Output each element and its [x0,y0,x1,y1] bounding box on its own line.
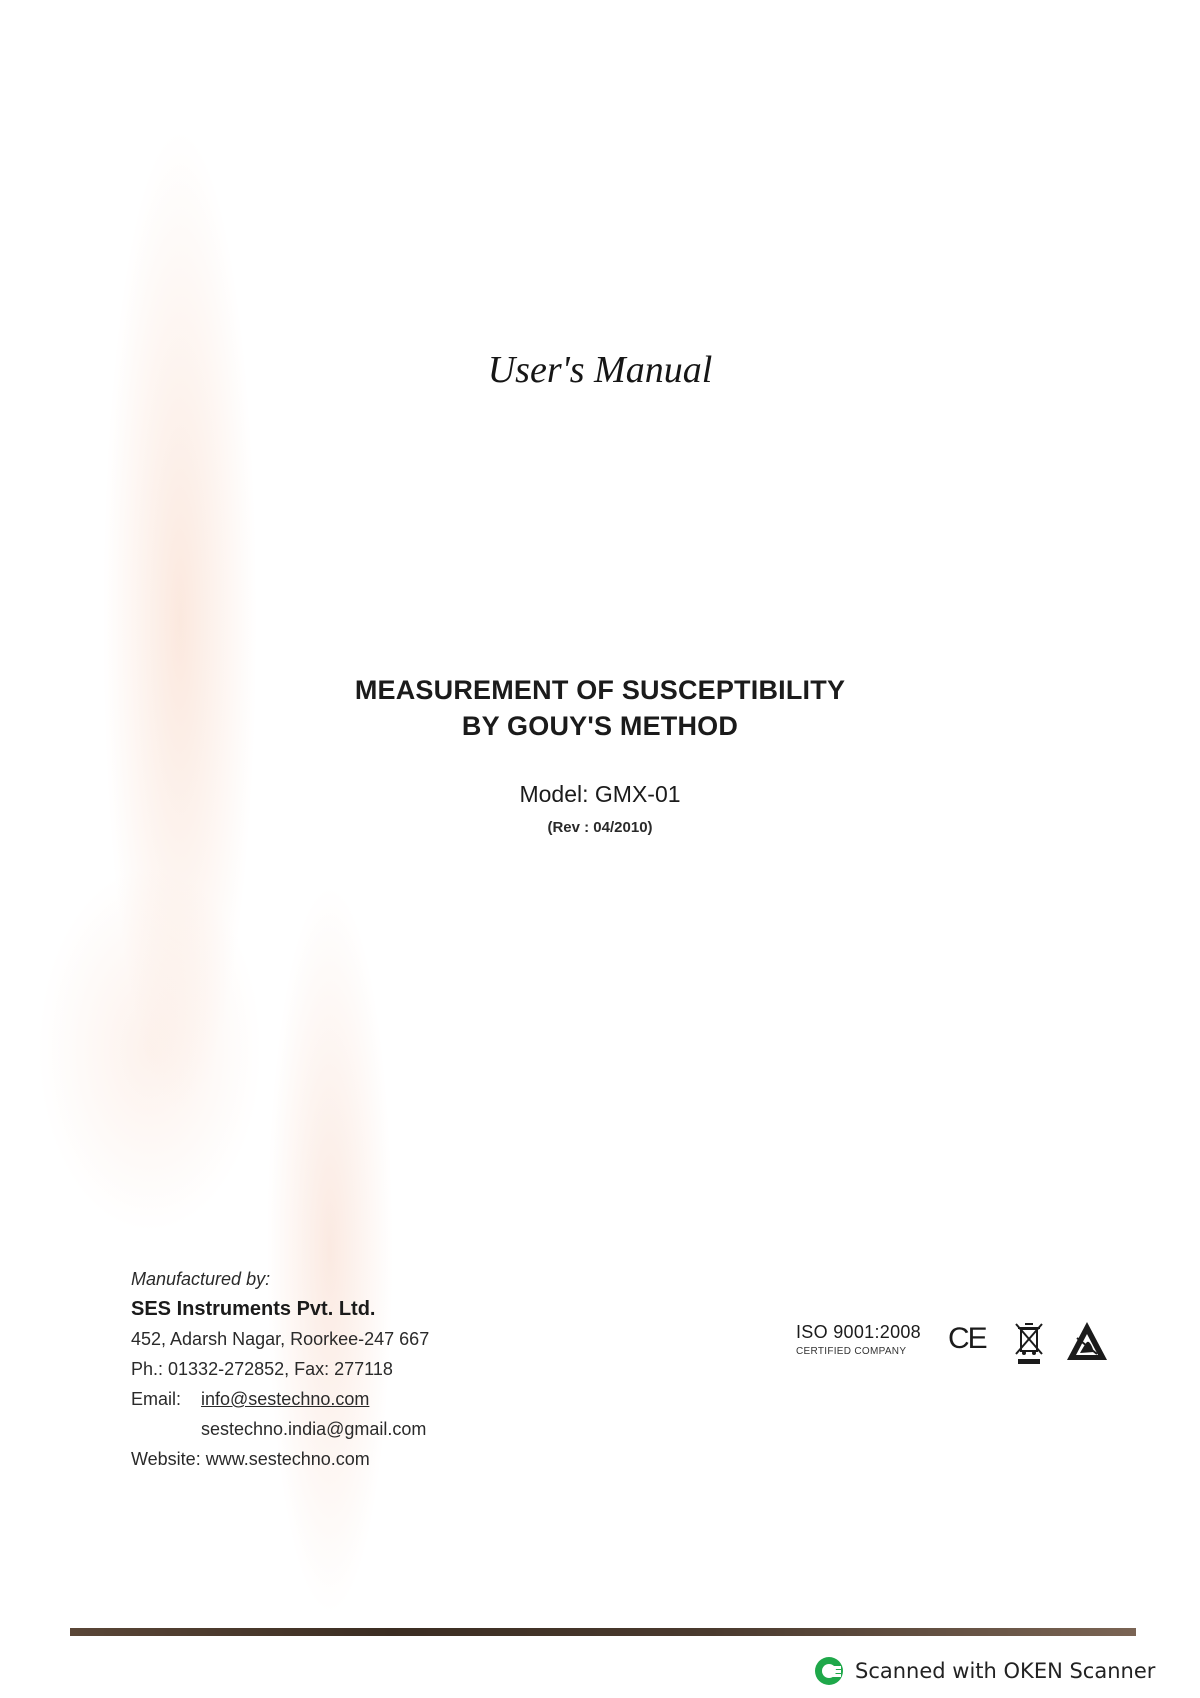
scanner-watermark [813,1655,1155,1687]
company-name: SES Instruments Pvt. Ltd. [131,1298,376,1320]
iso-certified-label: CERTIFIED COMPANY [796,1346,907,1357]
email-row [131,1384,429,1414]
heading-line-1: MEASUREMENT OF SUSCEPTIBILITY [354,675,846,705]
email-label: Email: [131,1389,182,1409]
heading-line-2: BY GOUY'S METHOD [461,711,739,741]
manufactured-by-label: Manufactured by: [131,1269,271,1289]
iso-certification [796,1322,921,1357]
esd-warning-icon [1065,1320,1109,1367]
website[interactable]: Website: www.sestechno.com [131,1449,370,1469]
iso-standard: ISO 9001:2008 [796,1322,921,1342]
revision-label: (Rev : 04/2010) [547,819,653,836]
model-number: Model: GMX-01 [519,781,681,807]
ce-mark-icon: CE [948,1322,986,1355]
manual-title: User's Manual [487,349,713,391]
weee-bin-icon [1012,1320,1046,1371]
scanner-text: Scanned with OKEN Scanner [855,1659,1156,1683]
oken-scanner-logo-icon [813,1655,845,1687]
page-bottom-edge [70,1628,1136,1636]
phone-fax: Ph.: 01332-272852, Fax: 277118 [131,1359,393,1379]
email-primary-link[interactable]: info@sestechno.com [201,1389,370,1409]
company-address: 452, Adarsh Nagar, Roorkee-247 667 [131,1329,430,1349]
manufacturer-block [131,1264,429,1474]
email-secondary[interactable]: sestechno.india@gmail.com [201,1419,427,1439]
